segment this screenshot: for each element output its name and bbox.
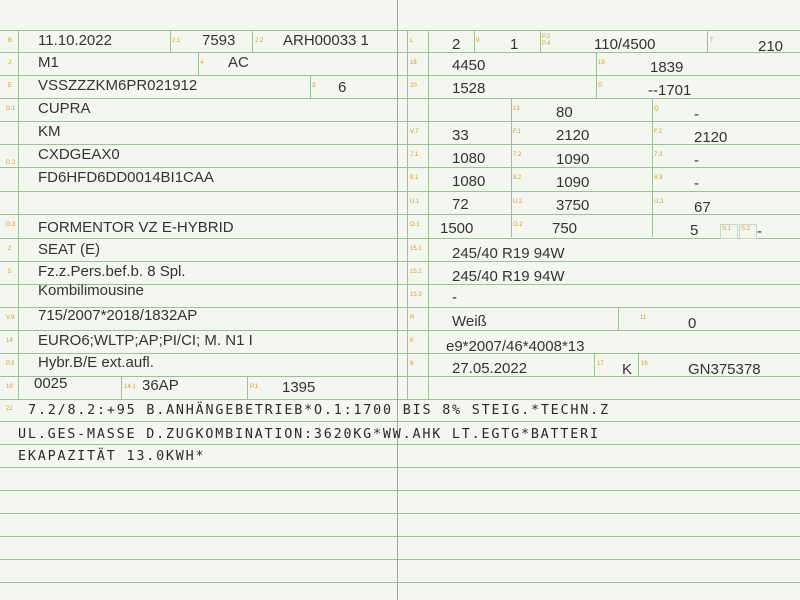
- axle-7-3: -: [694, 152, 699, 169]
- col-line: [594, 353, 595, 376]
- col-line: [540, 30, 541, 53]
- trade-name-d3: FORMENTOR VZ E-HYBRID: [38, 219, 234, 236]
- vin-e: VSSZZZKM6PR021912: [38, 77, 198, 94]
- version-d2: FD6HFD6DD0014BI1CAA: [38, 169, 214, 186]
- field-code: 6: [410, 361, 414, 367]
- center-divider: [397, 0, 398, 600]
- length-18: 4450: [452, 57, 486, 74]
- field-code: V.9: [6, 315, 15, 321]
- axle-8-1: 1080: [452, 173, 486, 190]
- field-code: 16: [641, 361, 648, 367]
- trailer-o1: 1500: [440, 220, 474, 237]
- row-line: [0, 536, 800, 537]
- field-code: F.1: [513, 129, 522, 135]
- field-code: 7.2: [513, 152, 522, 158]
- field-code: S.2: [741, 226, 751, 232]
- field-code: U.1: [410, 199, 420, 205]
- field-code: D.3: [6, 222, 16, 228]
- col-line: [596, 52, 597, 98]
- axle-7-1: 1080: [452, 150, 486, 167]
- remarks-line-1: 7.2/8.2:+95 B.ANHÄNGEBETRIEB*O.1:1700 BIS 8% STEIG.*TECHN.Z: [28, 403, 610, 418]
- row-line: [0, 167, 800, 168]
- field-code: J: [8, 60, 11, 66]
- noise-u3: 67: [694, 199, 711, 216]
- field-code: D.2: [6, 160, 16, 166]
- col-line: [170, 30, 171, 53]
- col-line: [198, 52, 199, 75]
- row-line: [0, 30, 800, 31]
- make-d1: CUPRA: [38, 100, 91, 117]
- field-code: 7.3: [654, 152, 663, 158]
- field-code: 3: [312, 83, 316, 89]
- field-box: [720, 224, 738, 239]
- standing-s2: -: [757, 223, 762, 240]
- field-code: 11: [640, 315, 647, 321]
- rpm-u2: 3750: [556, 197, 590, 214]
- axles-l: 2: [452, 36, 461, 53]
- field-code: T: [710, 38, 714, 44]
- col-line: [428, 30, 429, 399]
- row-line: [0, 582, 800, 583]
- row-line: [0, 376, 800, 377]
- body-code-4: AC: [228, 54, 249, 71]
- axle-8-3: -: [694, 175, 699, 192]
- col-line: [310, 75, 311, 98]
- field-code: 5: [8, 269, 12, 275]
- mass-f2: 2120: [694, 129, 728, 146]
- col-line: [247, 376, 248, 399]
- co2-v7: 33: [452, 127, 469, 144]
- field-code: G: [598, 83, 603, 89]
- seats-s1: 5: [690, 222, 699, 239]
- type-d2: KM: [38, 123, 61, 140]
- fuel-p3: Hybr.B/E ext.aufl.: [38, 354, 154, 371]
- displacement-p1: 1395: [282, 379, 316, 396]
- row-line: [0, 144, 800, 145]
- col-line: [707, 30, 708, 53]
- field-code: 8.3: [654, 175, 663, 181]
- field-code: S.1: [722, 226, 732, 232]
- field-code: 13: [513, 106, 520, 112]
- vehicle-class-j: M1: [38, 54, 59, 71]
- row-line: [0, 261, 800, 262]
- field-code: 2.2: [255, 38, 264, 44]
- col-line: [618, 307, 619, 330]
- field-code: 14.1: [124, 384, 136, 390]
- field-code: 8.1: [410, 175, 419, 181]
- field-code: L: [410, 38, 414, 44]
- field-code: 19: [598, 60, 605, 66]
- field-code: V.7: [410, 129, 419, 135]
- top-speed-t: 210: [758, 38, 784, 55]
- row-line: [0, 214, 800, 215]
- row-line: [0, 559, 800, 560]
- field-code: 18: [410, 60, 417, 66]
- row-line: [0, 513, 800, 514]
- tank-13: 80: [556, 104, 573, 121]
- color-code-11: 0: [688, 315, 697, 332]
- row-line: [0, 444, 800, 445]
- remarks-line-3: EKAPAZITÄT 13.0KWH*: [18, 449, 206, 464]
- field-code: 4: [200, 60, 204, 66]
- field-code: P.3: [6, 361, 15, 367]
- field-code: 2: [8, 246, 12, 252]
- code-10: 0025: [34, 375, 68, 392]
- mass-f1: 2120: [556, 127, 590, 144]
- width-19: 1839: [650, 59, 684, 76]
- field-code: B: [8, 38, 13, 44]
- field-code: 22: [6, 406, 13, 412]
- col-line: [18, 30, 19, 399]
- code-14-1: 36AP: [142, 377, 179, 394]
- noise-u1: 72: [452, 196, 469, 213]
- field-box: [739, 224, 757, 239]
- col-line: [121, 376, 122, 399]
- tire-15-1: 245/40 R19 94W: [452, 245, 565, 262]
- field-code: 2.1: [172, 38, 181, 44]
- row-line: [0, 421, 800, 422]
- code-16: GN375378: [688, 361, 761, 378]
- field-code: E: [8, 83, 13, 89]
- tire-15-3: -: [452, 289, 457, 306]
- field-code: D.1: [6, 106, 16, 112]
- ratio-q: -: [694, 106, 699, 123]
- field-code: 8.2: [513, 175, 522, 181]
- approval-k: e9*2007/46*4008*13: [446, 338, 585, 355]
- row-line: [0, 238, 800, 239]
- power-rpm-p2-p4: 110/4500: [594, 36, 656, 53]
- height-20: 1528: [452, 80, 486, 97]
- manufacturer: SEAT (E): [38, 241, 100, 258]
- field-code: P.2 P.4: [542, 34, 551, 47]
- color-r: Weiß: [452, 313, 487, 330]
- axle-7-2: 1090: [556, 151, 590, 168]
- field-code: O.2: [513, 222, 523, 228]
- row-line: [0, 121, 800, 122]
- variant-d2: CXDGEAX0: [38, 146, 120, 163]
- field-code: 14: [6, 338, 13, 344]
- body-type: Kombilimousine: [38, 282, 144, 299]
- field-code: U.3: [654, 199, 664, 205]
- field-code: 10: [6, 384, 13, 390]
- row-line: [0, 191, 800, 192]
- field-code: 9: [476, 38, 480, 44]
- date-6: 27.05.2022: [452, 360, 528, 377]
- driven-axles-9: 1: [510, 36, 519, 53]
- axle-8-2: 1090: [556, 174, 590, 191]
- trailer-o2: 750: [552, 220, 578, 237]
- field-code: 15.1: [410, 246, 422, 252]
- mass-g: --1701: [648, 82, 692, 99]
- col-line: [252, 30, 253, 53]
- row-line: [0, 330, 800, 331]
- col-line: [511, 98, 512, 237]
- col-line: [474, 30, 475, 53]
- check-digit-3: 6: [338, 79, 347, 96]
- vehicle-class-5: Fz.z.Pers.bef.b. 8 Spl.: [38, 263, 186, 280]
- date-b: 11.10.2022: [38, 32, 112, 49]
- col-line: [407, 30, 408, 399]
- col-line: [638, 353, 639, 376]
- field-code: F.2: [654, 129, 663, 135]
- row-line: [0, 52, 800, 53]
- field-code: R: [410, 315, 415, 321]
- emission-class-14: EURO6;WLTP;AP;PI/CI; M. N1 I: [38, 332, 253, 349]
- field-code: U.2: [513, 199, 523, 205]
- row-line: [0, 467, 800, 468]
- field-code: O.1: [410, 222, 420, 228]
- code-17: K: [622, 361, 633, 378]
- field-code: P.1: [250, 384, 259, 390]
- col-line: [652, 98, 653, 237]
- field-code: Q: [654, 106, 659, 112]
- row-line: [0, 399, 800, 400]
- field-code: 17: [597, 361, 604, 367]
- tire-15-2: 245/40 R19 94W: [452, 268, 565, 285]
- field-code: K: [410, 338, 415, 344]
- field-2-1: 7593: [202, 32, 236, 49]
- field-code: 15.3: [410, 292, 422, 298]
- field-code: 15.2: [410, 269, 422, 275]
- row-line: [0, 490, 800, 491]
- remarks-line-2: UL.GES-MASSE D.ZUGKOMBINATION:3620KG*WW.AHK LT.EGTG*BATTERI: [18, 427, 600, 442]
- field-code: 20: [410, 83, 417, 89]
- field-code: 7.1: [410, 152, 419, 158]
- field-2-2: ARH00033 1: [283, 32, 369, 49]
- emission-reg-v9: 715/2007*2018/1832AP: [38, 307, 198, 324]
